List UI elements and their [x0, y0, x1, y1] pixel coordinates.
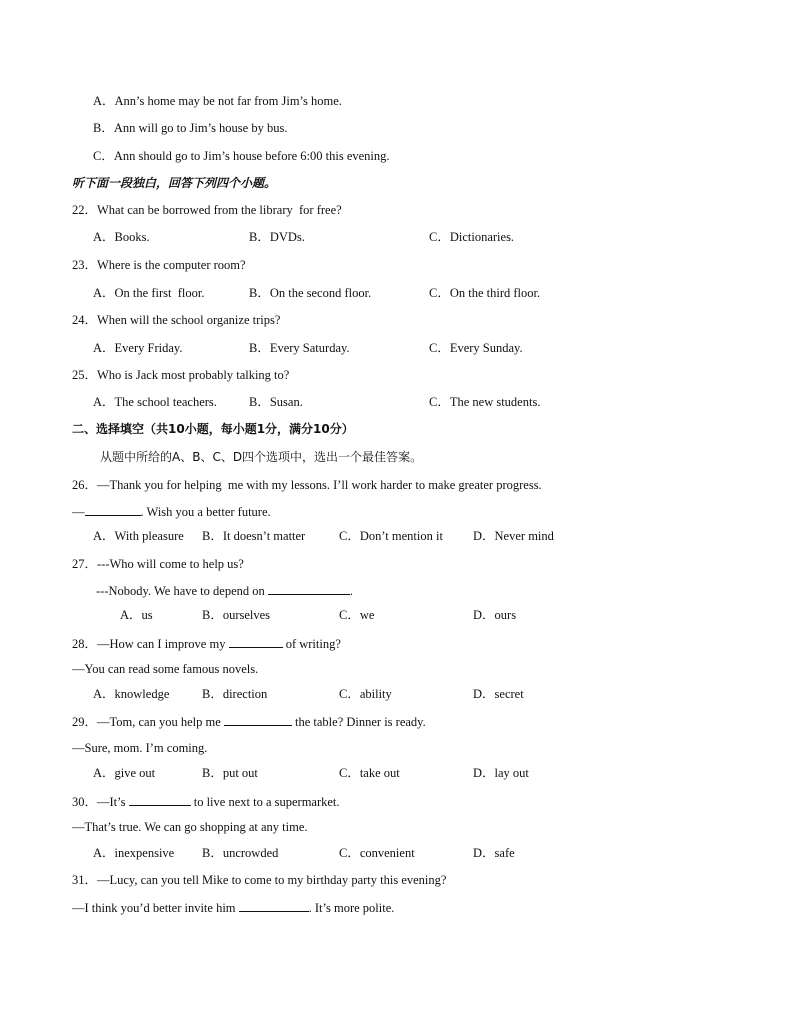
q26-option-b: B．It doesn’t matter: [202, 529, 306, 543]
q30-option-d: D．safe: [473, 846, 515, 860]
q27-reply-post: .: [349, 584, 353, 598]
q30-stem-post: to live next to a supermarket.: [190, 795, 340, 809]
q31-reply-pre: —I think you’d better invite him: [72, 901, 239, 915]
q26-answer-blank[interactable]: [85, 503, 141, 516]
q28-stem-post: of writing?: [282, 637, 341, 651]
q28-option-b: B．direction: [202, 687, 268, 701]
q29-stem-pre: 29．—Tom, can you help me: [72, 715, 224, 729]
q29-option-c: C．take out: [339, 766, 400, 780]
q24-option-b: B．Every Saturday.: [249, 341, 350, 355]
q25-stem: 25．Who is Jack most probably talking to?: [72, 368, 290, 382]
q24-option-a: A．Every Friday.: [93, 341, 183, 355]
q31-stem: 31．—Lucy, can you tell Mike to come to my birthday party this evening?: [72, 873, 447, 887]
q23-option-a: A．On the first floor.: [93, 286, 205, 300]
q29-option-b: B．put out: [202, 766, 258, 780]
q21-option-c: C．Ann should go to Jim’s house before 6:00 this evening.: [93, 149, 390, 163]
q29-reply: —Sure, mom. I’m coming.: [72, 741, 208, 755]
q22-stem: 22．What can be borrowed from the library for free?: [72, 203, 342, 217]
q30-option-c: C．convenient: [339, 846, 415, 860]
q26-option-d: D．Never mind: [473, 529, 554, 543]
section2-instruction: 从题中所给的A、B、C、D四个选项中，选出一个最佳答案。: [100, 450, 423, 464]
q24-option-c: C．Every Sunday.: [429, 341, 523, 355]
q27-option-c: C．we: [339, 608, 375, 622]
q23-option-c: C．On the third floor.: [429, 286, 541, 300]
q25-option-b: B．Susan.: [249, 395, 303, 409]
q28-stem-pre: 28．—How can I improve my: [72, 637, 229, 651]
q28-option-d: D．secret: [473, 687, 524, 701]
q23-option-b: B．On the second floor.: [249, 286, 372, 300]
q28-stem: [72, 635, 341, 652]
q30-stem-pre: 30．—It’s: [72, 795, 129, 809]
q28-option-a: A．knowledge: [93, 687, 170, 701]
q24-stem: 24．When will the school organize trips?: [72, 313, 281, 327]
q26-reply: [72, 503, 271, 520]
q22-option-a: A．Books.: [93, 230, 150, 244]
q28-reply: —You can read some famous novels.: [72, 662, 259, 676]
section2-title: 二、选择填空（共10小题，每小题1分，满分10分）: [72, 422, 354, 436]
q26-stem: 26．—Thank you for helping me with my lessons. I’ll work harder to make greater progress.: [72, 478, 542, 492]
q29-option-d: D．lay out: [473, 766, 529, 780]
q27-reply: [96, 582, 353, 599]
q23-stem: 23．Where is the computer room?: [72, 258, 246, 272]
q29-option-a: A．give out: [93, 766, 156, 780]
q30-stem: [72, 793, 340, 810]
q28-answer-blank[interactable]: [229, 635, 283, 648]
q29-answer-blank[interactable]: [224, 713, 292, 726]
q27-reply-pre: ---Nobody. We have to depend on: [96, 584, 268, 598]
q30-reply: —That’s true. We can go shopping at any time.: [72, 820, 308, 834]
q30-answer-blank[interactable]: [129, 793, 191, 806]
q26-option-a: A．With pleasure: [93, 529, 184, 543]
q29-stem-post: the table? Dinner is ready.: [291, 715, 426, 729]
q31-reply-post: . It’s more polite.: [308, 901, 395, 915]
q28-option-c: C．ability: [339, 687, 392, 701]
q26-reply-post: . Wish you a better future.: [140, 505, 271, 519]
q27-answer-blank[interactable]: [268, 582, 350, 595]
q27-option-a: A．us: [120, 608, 153, 622]
q29-stem: [72, 713, 426, 730]
q21-option-a: A．Ann’s home may be not far from Jim’s home.: [93, 94, 342, 108]
q27-stem: 27．---Who will come to help us?: [72, 557, 244, 571]
q31-answer-blank[interactable]: [239, 899, 309, 912]
q27-option-b: B．ourselves: [202, 608, 271, 622]
q30-option-a: A．inexpensive: [93, 846, 175, 860]
q21-option-b: B．Ann will go to Jim’s house by bus.: [93, 121, 288, 135]
q30-option-b: B．uncrowded: [202, 846, 279, 860]
q26-option-c: C．Don’t mention it: [339, 529, 443, 543]
q26-reply-pre: —: [72, 505, 85, 519]
q25-option-c: C．The new students.: [429, 395, 541, 409]
q27-option-d: D．ours: [473, 608, 517, 622]
q25-option-a: A．The school teachers.: [93, 395, 217, 409]
q22-option-c: C．Dictionaries.: [429, 230, 515, 244]
q31-reply: [72, 899, 394, 916]
q22-option-b: B．DVDs.: [249, 230, 305, 244]
monologue-instruction: 听下面一段独白，回答下列四个小题。: [72, 176, 277, 190]
